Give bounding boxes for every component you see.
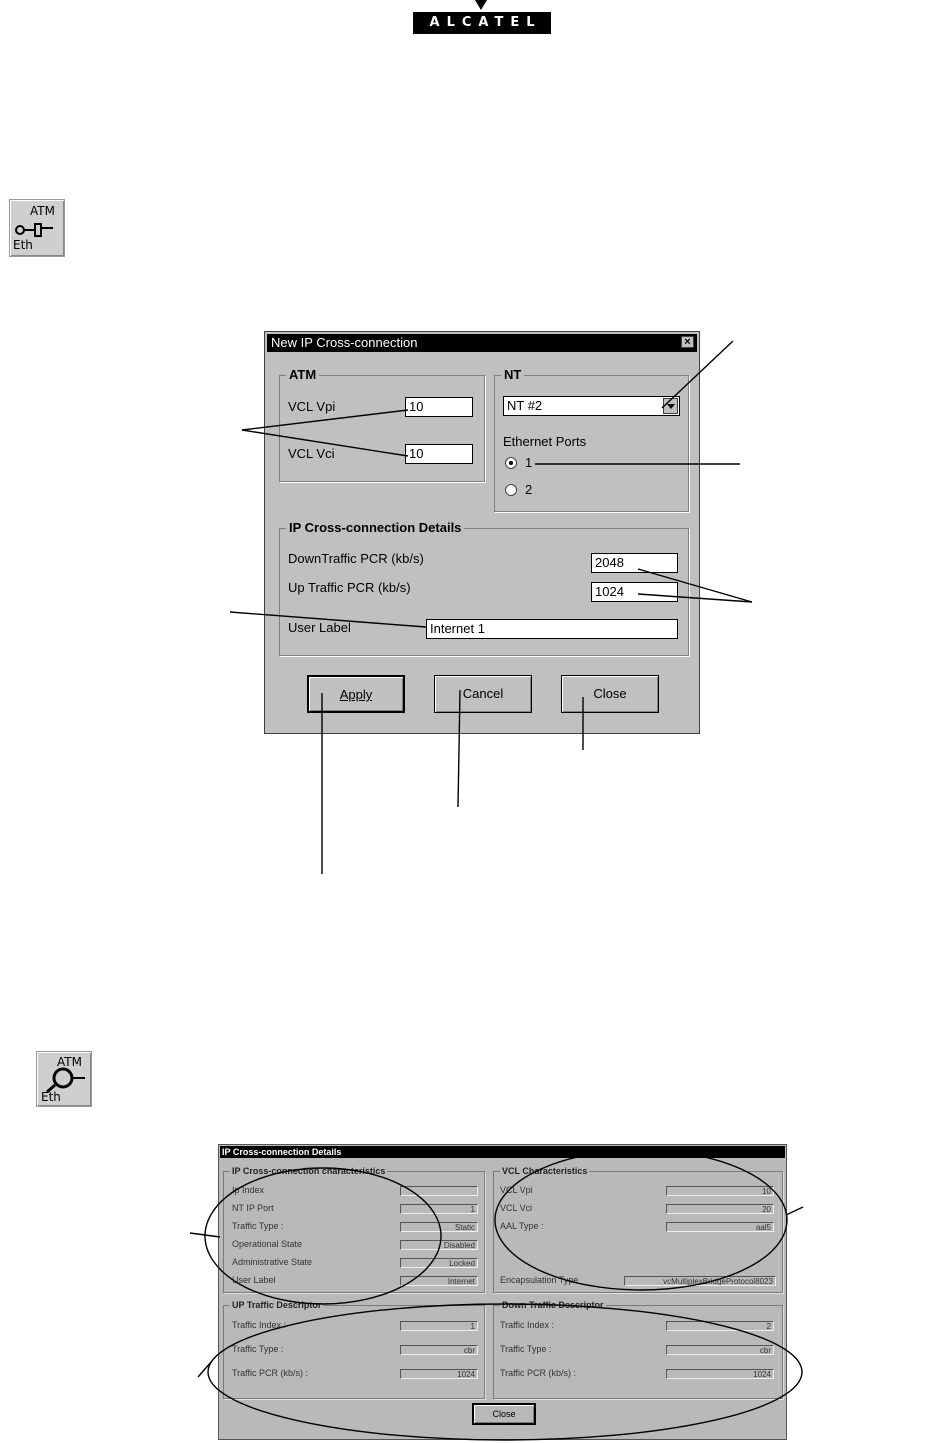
- connector-icon: [13, 218, 59, 238]
- icon-label-bottom: Eth: [13, 238, 33, 252]
- vcl-vci-input[interactable]: 10: [405, 444, 473, 464]
- ipcc-value-3: Disabled: [400, 1240, 478, 1250]
- chevron-down-icon[interactable]: [663, 398, 678, 414]
- up-traffic-descriptor-group: [223, 1300, 485, 1399]
- down-traffic-descriptor-group: [493, 1300, 783, 1399]
- apply-label: Apply: [339, 687, 373, 702]
- port-2-label: 2: [525, 482, 533, 497]
- up-value-0: 1: [400, 1321, 478, 1331]
- ipcc-value-5: Internet: [400, 1276, 478, 1286]
- ipcc-value-0: [400, 1186, 478, 1196]
- close-label: Close: [593, 686, 627, 701]
- up-label-1: Traffic Type :: [232, 1344, 284, 1354]
- vcl-value-1: 20: [666, 1204, 774, 1214]
- atm-eth-details-icon[interactable]: [36, 1051, 92, 1107]
- ipcc-value-4: Locked: [400, 1258, 478, 1268]
- down-label-1: Traffic Type :: [500, 1344, 552, 1354]
- vcl-vpi-label: VCL Vpi: [288, 399, 336, 414]
- vcl-legend: VCL Characteristics: [502, 1166, 588, 1176]
- cancel-button[interactable]: [434, 675, 532, 713]
- down-value-2: 1024: [666, 1369, 774, 1379]
- nt-select[interactable]: [503, 396, 680, 416]
- ipcc-label-0: Ip Index: [232, 1185, 265, 1195]
- icon-label-top: ATM: [30, 204, 55, 218]
- ipcc-label-3: Operational State: [232, 1239, 303, 1249]
- dialog-title: New IP Cross-connection: [271, 335, 418, 350]
- cancel-label: Cancel: [462, 686, 504, 701]
- port-2-radio[interactable]: [505, 484, 517, 496]
- down-label-2: Traffic PCR (kb/s) :: [500, 1368, 577, 1378]
- atm-eth-crossconnect-icon[interactable]: [9, 199, 65, 257]
- encapsulation-label: Encapsulation Type: [500, 1275, 579, 1285]
- apply-button[interactable]: [307, 675, 405, 713]
- vcl-vpi-input[interactable]: 10: [405, 397, 473, 417]
- ipcc-label-5: User Label: [232, 1275, 276, 1285]
- vcl-value-2: aal5: [666, 1222, 774, 1232]
- ip-crossconnection-details-dialog: [218, 1144, 787, 1440]
- up-value-2: 1024: [400, 1369, 478, 1379]
- up-traffic-pcr-label: Up Traffic PCR (kb/s): [288, 580, 411, 595]
- ipcc-label-1: NT IP Port: [232, 1203, 274, 1213]
- vcl-characteristics-group: [493, 1166, 783, 1293]
- close-button[interactable]: [561, 675, 659, 713]
- port-1-label: 1: [525, 455, 533, 470]
- vcl-value-0: 10: [666, 1186, 774, 1196]
- icon-label-bottom: Eth: [41, 1090, 61, 1104]
- callout-line: [786, 1207, 803, 1215]
- ipcc-label-4: Administrative State: [232, 1257, 313, 1267]
- ipcc-characteristics-group: [223, 1166, 485, 1293]
- user-label-label: User Label: [288, 620, 351, 635]
- atm-group: [279, 367, 485, 482]
- details-dialog-title: IP Cross-connection Details: [220, 1146, 785, 1158]
- down-traffic-pcr-label: DownTraffic PCR (kb/s): [288, 551, 424, 566]
- up-label-0: Traffic Index :: [232, 1320, 287, 1330]
- down-value-0: 2: [666, 1321, 774, 1331]
- down-traffic-pcr-input[interactable]: 2048: [591, 553, 678, 573]
- callout-line: [198, 1361, 212, 1377]
- vcl-label-2: AAL Type :: [500, 1221, 544, 1231]
- icon-label-top: ATM: [57, 1055, 82, 1069]
- logo-triangle: [475, 0, 487, 10]
- callout-line: [190, 1233, 220, 1237]
- down-label-0: Traffic Index :: [500, 1320, 555, 1330]
- down-legend: Down Traffic Descriptor: [502, 1300, 604, 1310]
- ipcc-value-1: 1: [400, 1204, 478, 1214]
- ipcc-label-2: Traffic Type :: [232, 1221, 284, 1231]
- details-legend: IP Cross-connection Details: [286, 520, 464, 535]
- ip-crossconnection-details-group: [279, 520, 689, 656]
- atm-legend: ATM: [286, 367, 319, 382]
- encapsulation-value: vcMultiplexBridgeProtocol8023: [624, 1276, 776, 1286]
- nt-group: [494, 367, 689, 512]
- up-traffic-pcr-input[interactable]: 1024: [591, 582, 678, 602]
- port-1-radio[interactable]: [505, 457, 517, 469]
- dialog-titlebar: [267, 334, 697, 352]
- up-value-1: cbr: [400, 1345, 478, 1355]
- up-legend: UP Traffic Descriptor: [232, 1300, 322, 1310]
- new-ip-crossconnection-dialog: [264, 331, 700, 734]
- nt-legend: NT: [501, 367, 524, 382]
- user-label-input[interactable]: Internet 1: [426, 619, 678, 639]
- vcl-label-0: VCL Vpi: [500, 1185, 533, 1195]
- ipcc-value-2: Static: [400, 1222, 478, 1232]
- down-value-1: cbr: [666, 1345, 774, 1355]
- details-close-button[interactable]: Close: [472, 1403, 536, 1425]
- vcl-vci-label: VCL Vci: [288, 446, 335, 461]
- nt-selected-value: NT #2: [507, 398, 543, 413]
- ethernet-ports-label: Ethernet Ports: [503, 434, 587, 449]
- ipcc-legend: IP Cross-connection characteristics: [232, 1166, 386, 1176]
- up-label-2: Traffic PCR (kb/s) :: [232, 1368, 309, 1378]
- close-icon[interactable]: ×: [681, 336, 694, 348]
- vcl-label-1: VCL Vci: [500, 1203, 533, 1213]
- alcatel-logo: ALCATEL: [413, 12, 551, 34]
